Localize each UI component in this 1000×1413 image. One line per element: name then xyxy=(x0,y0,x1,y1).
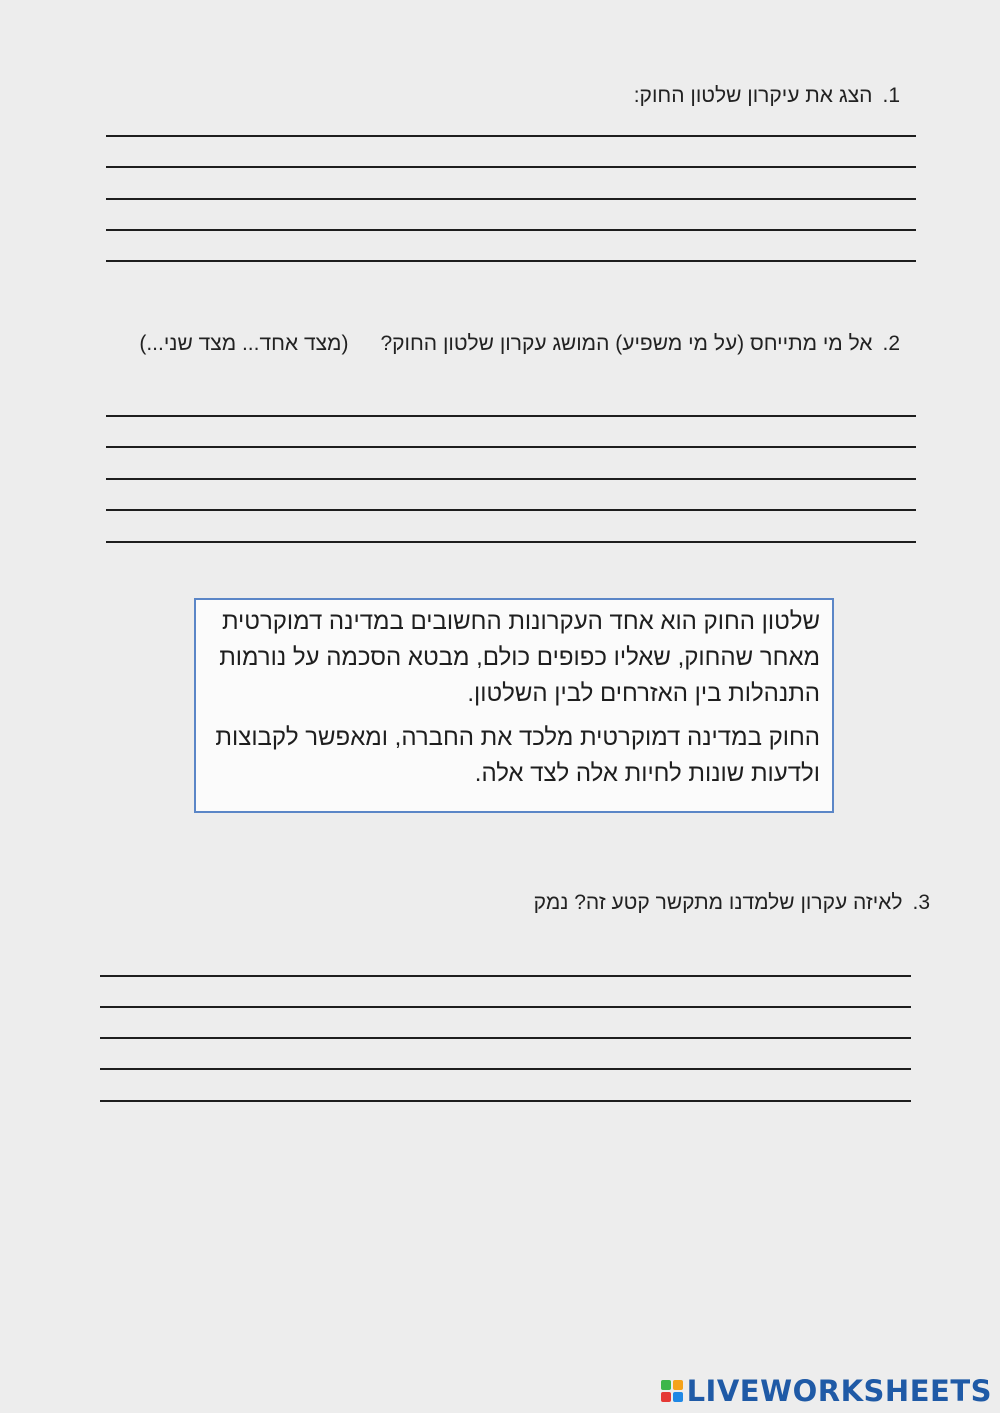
liveworksheets-grid-icon xyxy=(661,1380,683,1402)
icon-square-orange xyxy=(673,1380,683,1390)
question-1-number: 1. xyxy=(882,84,900,107)
passage-line: ולדעות שונות לחיות אלה לצד אלה. xyxy=(474,760,820,787)
question-2-text: אל מי מתייחס (על מי משפיע) המושג עקרון שלטון החוק? xyxy=(380,332,873,355)
answer-lines-3[interactable] xyxy=(100,0,911,1200)
question-2-hint: (מצד אחד... מצד שני...) xyxy=(139,332,349,355)
answer-line[interactable] xyxy=(100,1100,911,1102)
answer-line[interactable] xyxy=(100,975,911,977)
passage-line: התנהלות בין האזרחים לבין השלטון. xyxy=(467,680,820,707)
icon-square-green xyxy=(661,1380,671,1390)
question-2-number: 2. xyxy=(882,332,900,355)
answer-line[interactable] xyxy=(100,1068,911,1070)
brand-name: LIVEWORKSHEETS xyxy=(686,1374,992,1408)
answer-line[interactable] xyxy=(100,1006,911,1008)
icon-square-blue xyxy=(673,1392,683,1402)
passage-line: החוק במדינה דמוקרטית מלכד את החברה, ומאפשר לקבוצות xyxy=(215,724,820,751)
answer-line[interactable] xyxy=(100,1037,911,1039)
question-3-text: לאיזה עקרון שלמדנו מתקשר קטע זה? נמק xyxy=(533,891,903,914)
passage-line: מאחר שהחוק, שאליו כפופים כולם, מבטא הסכמה על נורמות xyxy=(219,644,820,671)
icon-square-red xyxy=(661,1392,671,1402)
passage-line: שלטון החוק הוא אחד העקרונות החשובים במדינה דמוקרטית xyxy=(221,608,820,635)
question-1-text: הצג את עיקרון שלטון החוק: xyxy=(633,84,873,107)
question-3-number: 3. xyxy=(912,891,930,914)
liveworksheets-logo xyxy=(661,1374,992,1408)
